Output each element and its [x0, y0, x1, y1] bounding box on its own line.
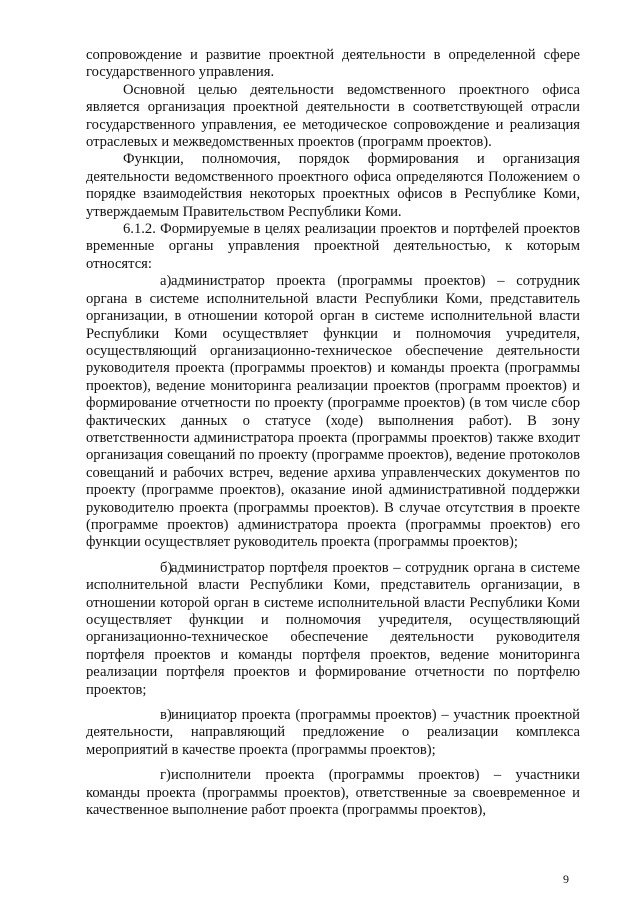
paragraph-continuation: сопровождение и развитие проектной деятельности в определенной сфере государственного управления. — [86, 47, 580, 81]
list-item-g — [86, 767, 580, 819]
list-item-text: инициатор проекта (программы проектов) – участник проектной деятельности, направляющий предложение о реализации комплекса мероприятий в качестве проекта (программы проектов); — [86, 707, 580, 758]
list-item-b — [86, 560, 580, 699]
list-item-text: исполнители проекта (программы проектов) – участники команды проекта (программы проектов), ответственные за своевременное и качественное выполнение работ проекта (программы проектов), — [86, 767, 580, 819]
list-item-label: а) — [160, 273, 172, 290]
list-item-label: в) — [160, 707, 172, 724]
paragraph-goal: Основной целью деятельности ведомственного проектного офиса является организация проектной деятельности в соответствующей отрасли государственного управления, ее методическое сопровождение и реализация отраслевых и межведомственных проектов (программ проектов). — [86, 81, 580, 151]
document-body — [86, 47, 580, 819]
page-number: 9 — [563, 872, 569, 886]
list-item-label: г) — [160, 767, 171, 784]
paragraph-functions: Функции, полномочия, порядок формирования и организация деятельности ведомственного проектного офиса определяются Положением о порядке взаимодействия некоторых проектных офисов в Республике Коми, утверждаемым Правительством Республики Коми. — [86, 151, 580, 220]
list-item-text: администратор портфеля проектов – сотрудник органа в системе исполнительной власти Республики Коми, представитель организации, в отношении которой орган в системе исполнительной власти Республики Коми осуществляет функции и полномочия учредителя, осуществляющий организационно-техническое обеспечение деятельности руководителя портфеля проектов и команды портфеля проектов, ведение мониторинга реализации портфеля проектов и формирование отчетности по портфелю проектов; — [86, 559, 580, 698]
list-item-label: б) — [160, 559, 173, 576]
list-item-a — [86, 273, 580, 552]
paragraph-section-6-1-2: 6.1.2. Формируемые в целях реализации проектов и портфелей проектов временные органы управления проектной деятельностью, к которым относятся: — [86, 221, 580, 272]
list-item-v — [86, 707, 580, 759]
list-item-text: администратор проекта (программы проектов) – сотрудник органа в системе исполнительной власти Республики Коми, представитель организации, в отношении которой орган в системе исполнительной власти Республики Коми осуществляет функции и полномочия учредителя, осуществляющий организационно-техническое обеспечение деятельности руководителя проекта (программы проектов) и команды проекта (программы проектов), ведение мониторинга реализации проектов (программ проектов) и формирование отчетности по проекту (программе проектов) (в том числе сбор фактических данных о статусе (ходе) выполнения работ). В зону ответственности администратора проекта (программы проектов) также входит организация совещаний по проекту (программе проектов), ведение протоколов совещаний и рабочих встреч, ведение архива управленческих документов по проекту (программе проектов), оказание иной административной поддержки руководителю проекта (программы проектов). В случае отсутствия в проекте (программе проектов) администратора проекта (программы проектов) его функции осуществляет руководитель проекта (программы проектов); — [86, 273, 580, 551]
